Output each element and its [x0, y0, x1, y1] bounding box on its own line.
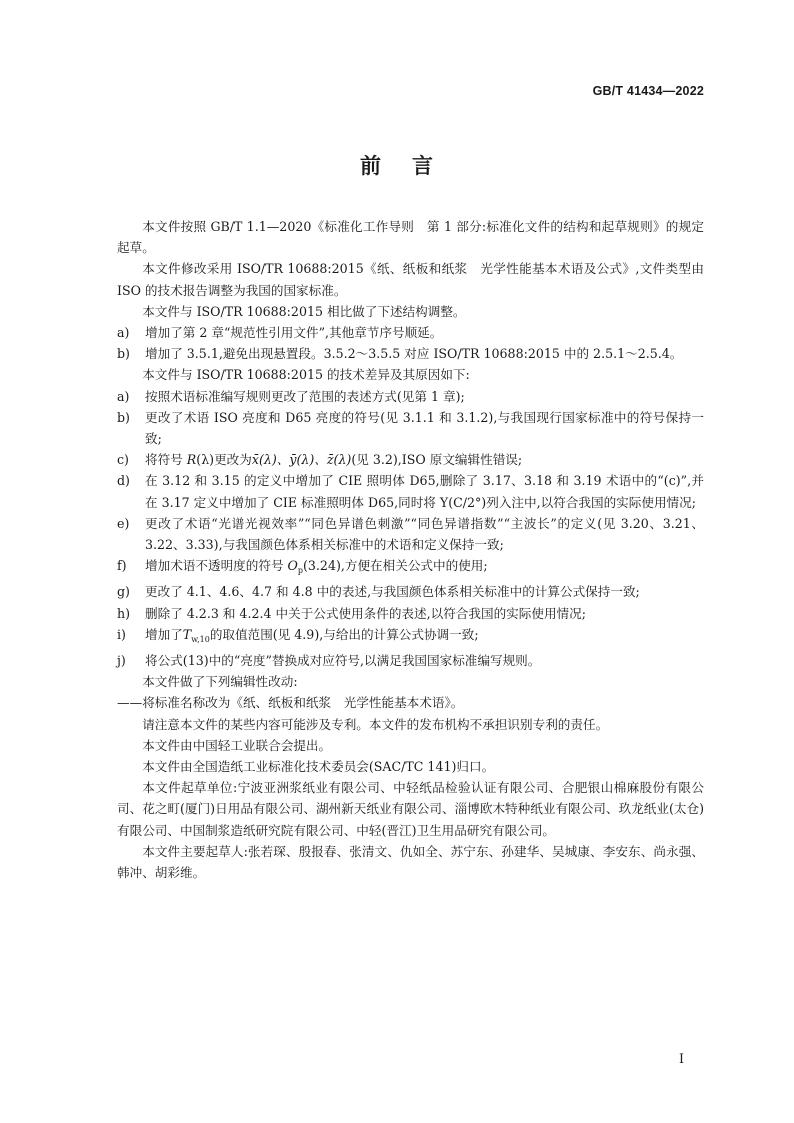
list-item: b) 增加了 3.5.1,避免出现悬置段。3.5.2～3.5.5 对应 ISO/TR 10688:2015 中的 2.5.1～2.5.4。: [117, 346, 683, 362]
list-item: f) 增加术语不透明度的符号 $O_p(3.24)$,方便在相关公式中的使用;: [117, 558, 488, 576]
title-char-2: 言: [412, 154, 434, 178]
list-item: c) 将符号 R(λ)更改为x̄(λ)、ȳ(λ)、z̄(λ)(见 3.2),ISO 原文编辑性错误;: [117, 452, 523, 468]
paragraph-drafting-rules: 本文件按照 GB/T 1.1—2020《标准化工作导则 第 1 部分:标准化文件的结构和起草规则》的规定起草。: [117, 219, 704, 256]
list-item: j) 将公式(13)中的“亮度”替换成对应符号,以满足我国国家标准编写规则。: [117, 653, 541, 669]
paragraph-editorial-intro: 本文件做了下列编辑性改动:: [142, 674, 298, 690]
paragraph-proposer: 本文件由中国轻工业联合会提出。: [142, 737, 332, 753]
list-item: b) 更改了术语 ISO 亮度和 D65 亮度的符号(见 3.1.1 和 3.1.2),与我国现行国家标准中的符号保持一致;: [117, 409, 704, 447]
paragraph-adoption: 本文件修改采用 ISO/TR 10688:2015《纸、纸板和纸浆 光学性能基本术语及公式》,文件类型由 ISO 的技术报告调整为我国的国家标准。: [117, 261, 704, 298]
paragraph-editorial-change: ——将标准名称改为《纸、纸板和纸浆 光学性能基本术语》。: [117, 695, 464, 711]
list-item: e) 更改了术语“光谱光视效率”“同色异谱色刺激”“同色异谱指数”“主波长”的定义(见 3.20、3.21、3.22、3.33),与我国颜色体系相关标准中的术语和定义保持一致;: [117, 515, 704, 553]
paragraph-drafting-units: 本文件起草单位:宁波亚洲浆纸业有限公司、中轻纸品检验认证有限公司、合肥银山棉麻股份有限公司、花之町(厦门)日用品有限公司、湖州新天纸业有限公司、淄博欧木特种纸业有限公司、玖龙纸业(太仓)有限公司、中国制浆造纸研究院有限公司、中轻(晋江)卫生用品研究有限公司。: [117, 780, 704, 838]
standard-code: GB/T 41434—2022: [592, 84, 704, 98]
title-char-1: 前: [360, 154, 382, 178]
list-item: g) 更改了 4.1、4.6、4.7 和 4.8 中的表述,与我国颜色体系相关标准中的计算公式保持一致;: [117, 584, 640, 600]
list-item: d) 在 3.12 和 3.15 的定义中增加了 CIE 照明体 D65,删除了 3.17、3.18 和 3.19 术语中的“(c)”,并在 3.17 定义中增加了 CIE 标准照明体 D65,同时将 Y(C/2°)列入注中,以符合我国的实际使用情况;: [117, 473, 704, 510]
paragraph-tech-diff-intro: 本文件与 ISO/TR 10688:2015 的技术差异及其原因如下:: [142, 367, 470, 383]
page-number: I: [679, 1051, 684, 1066]
paragraph-structure-intro: 本文件与 ISO/TR 10688:2015 相比做了下述结构调整。: [142, 303, 466, 319]
paragraph-drafters: 本文件主要起草人:张若琛、殷报春、张清文、仇如全、苏宁东、孙建华、吴城康、李安东、尚永强、韩冲、胡彩维。: [117, 843, 704, 881]
paragraph-committee: 本文件由全国造纸工业标准化技术委员会(SAC/TC 141)归口。: [142, 759, 495, 775]
list-item: i) 增加了$T_{w,10}$的取值范围(见 4.9),与给出的计算公式协调一致;: [117, 626, 479, 644]
list-item: a) 按照术语标准编写规则更改了范围的表述方式(见第 1 章);: [117, 388, 465, 404]
foreword-body: [117, 216, 704, 883]
list-item: h) 删除了 4.2.3 和 4.2.4 中关于公式使用条件的表述,以符合我国的实际使用情况;: [117, 605, 586, 621]
paragraph-patent-notice: 请注意本文件的某些内容可能涉及专利。本文件的发布机构不承担识别专利的责任。: [142, 716, 609, 732]
list-item: a) 增加了第 2 章“规范性引用文件”,其他章节序号顺延。: [117, 325, 443, 341]
page-title: [0, 150, 794, 180]
